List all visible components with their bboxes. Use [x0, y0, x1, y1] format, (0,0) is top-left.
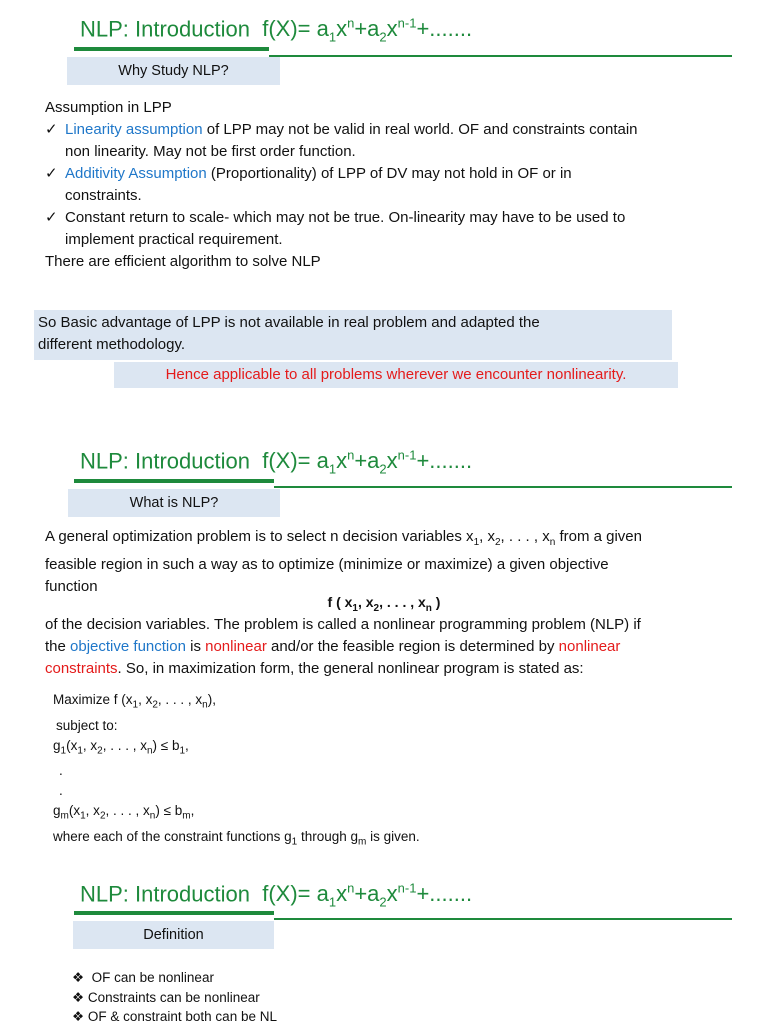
list-item	[72, 988, 472, 1008]
title-rule	[269, 55, 732, 57]
subtitle-box: Definition	[73, 921, 274, 949]
item-text: Constant return to scale- which may not be true. On-linearity may have to be used to	[65, 209, 626, 226]
nlp-paragraph-2	[45, 614, 726, 680]
where-line: where each of the constraint functions $g_1$ through $g_m$ is given.	[53, 829, 420, 848]
item-text: (Proportionality) of LPP of DV may not hold in OF or in	[206, 165, 572, 182]
bullet-text: Constraints can be nonlinear	[87, 989, 260, 1005]
title-formula: $f(X)= a_1x^n+a_2x^{n-1}+$.......	[256, 16, 473, 45]
objective-formula: f ( $x_1$, $x_2$, . . . , $x_n$ )	[327, 594, 441, 614]
para-line: function	[45, 578, 98, 595]
title-rule	[274, 918, 732, 920]
ellipsis-dot: .	[59, 783, 63, 799]
title-underline	[74, 479, 274, 483]
diamond-bullet-icon: ❖	[72, 1009, 85, 1024]
constraint-gm: $g_m(x_1$, $x_2$, . . . , $x_n) \le b_m$,	[53, 803, 195, 823]
constraints-term: constraints	[45, 660, 118, 677]
title-text: NLP: Introduction	[80, 16, 250, 42]
definition-list	[72, 968, 472, 1027]
check-icon: ✓	[45, 121, 58, 138]
diamond-bullet-icon: ❖	[72, 970, 85, 985]
para-line: of the decision variables. The problem is called a nonlinear programming problem (NLP) if	[45, 616, 641, 633]
advantage-line: different methodology.	[38, 336, 186, 353]
program-statement	[53, 690, 553, 853]
item-text: constraints.	[65, 187, 142, 204]
efficient-note: There are efficient algorithm to solve NLP	[45, 253, 321, 270]
subtitle-box: What is NLP?	[68, 489, 280, 517]
ellipsis-dot: .	[59, 763, 63, 779]
constraint-g1: $g_1(x_1$, $x_2$, . . . , $x_n) \le b_1$,	[53, 737, 189, 757]
check-icon: ✓	[45, 209, 58, 226]
para-line: the objective function is nonlinear and/or the feasible region is determined by nonlinear	[45, 638, 621, 655]
bullet-text: OF & constraint both can be NL	[87, 1009, 277, 1024]
nonlinear-term: nonlinear	[205, 638, 267, 655]
para-line: feasible region in such a way as to optimize (minimize or maximize) a given objective	[45, 556, 609, 573]
title-text: NLP: Introduction	[80, 448, 250, 474]
red-note: Hence applicable to all problems wherever we encounter nonlinearity.	[114, 362, 678, 388]
list-item	[45, 119, 718, 163]
title-underline	[74, 47, 269, 51]
title-formula: $f(X)= a_1x^n+a_2x^{n-1}+$.......	[256, 448, 473, 477]
title-text: NLP: Introduction	[80, 881, 250, 907]
title-formula: $f(X)= a_1x^n+a_2x^{n-1}+$.......	[256, 881, 473, 910]
slide1-title	[80, 16, 472, 45]
title-underline	[74, 911, 274, 915]
slide3-title	[80, 881, 472, 910]
assumption-list	[45, 119, 718, 273]
advantage-box	[34, 310, 672, 360]
title-rule	[274, 486, 732, 488]
item-text: of LPP may not be valid in real world. OF and constraints contain	[202, 121, 638, 138]
item-highlight: Additivity Assumption	[65, 165, 207, 182]
objective-function-term: objective function	[70, 638, 186, 655]
para-line: constraints. So, in maximization form, the general nonlinear program is stated as:	[45, 660, 584, 677]
nonlinear-term: nonlinear	[558, 638, 621, 655]
subtitle-box: Why Study NLP?	[67, 57, 280, 85]
nlp-paragraph	[45, 526, 726, 598]
list-item	[72, 968, 472, 988]
para-line: A general optimization problem is to select n decision variables $x_1$, $x_2$, . . . , $x_n$ from a given	[45, 528, 642, 548]
maximize-line: Maximize f ($x_1$, $x_2$, . . . , $x_n$),	[53, 692, 216, 711]
advantage-line: So Basic advantage of LPP is not available in real problem and adapted the	[38, 314, 540, 331]
diamond-bullet-icon: ❖	[72, 989, 85, 1005]
subject-to: subject to:	[56, 717, 118, 733]
item-text: non linearity. May not be first order function.	[65, 143, 356, 160]
list-item	[45, 207, 718, 251]
list-item	[45, 163, 718, 207]
bullet-text: OF can be nonlinear	[91, 970, 214, 985]
check-icon: ✓	[45, 165, 58, 182]
slide2-title	[80, 448, 472, 477]
assumption-heading: Assumption in LPP	[45, 99, 172, 116]
item-highlight: Linearity assumption	[65, 121, 203, 138]
item-text: implement practical requirement.	[65, 231, 283, 248]
